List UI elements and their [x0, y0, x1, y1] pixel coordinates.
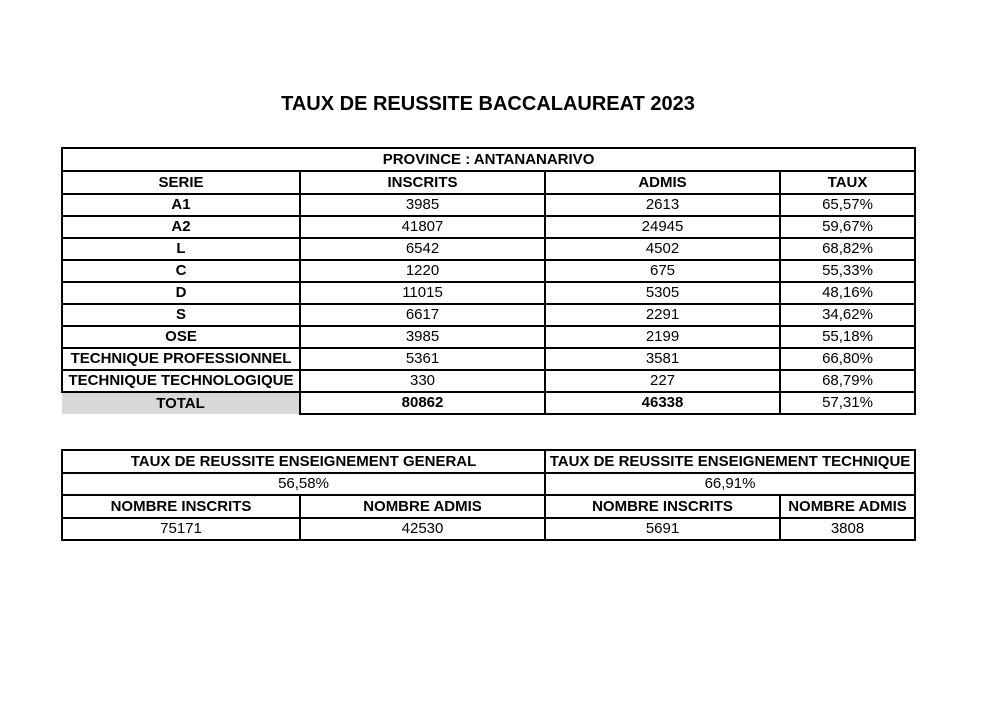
technique-admis-label: NOMBRE ADMIS [780, 495, 915, 518]
serie-cell: D [62, 282, 300, 304]
serie-cell: TECHNIQUE PROFESSIONNEL [62, 348, 300, 370]
serie-cell: L [62, 238, 300, 260]
total-admis: 46338 [545, 392, 780, 414]
table-row [62, 348, 915, 370]
general-admis-label: NOMBRE ADMIS [300, 495, 545, 518]
admis-cell: 2199 [545, 326, 780, 348]
table-row [62, 260, 915, 282]
table-row [62, 238, 915, 260]
inscrits-cell: 6542 [300, 238, 545, 260]
taux-cell: 65,57% [780, 194, 915, 216]
inscrits-cell: 3985 [300, 326, 545, 348]
column-headers [62, 171, 915, 194]
inscrits-cell: 5361 [300, 348, 545, 370]
taux-cell: 34,62% [780, 304, 915, 326]
serie-cell: TECHNIQUE TECHNOLOGIQUE [62, 370, 300, 392]
admis-cell: 24945 [545, 216, 780, 238]
document-title: TAUX DE REUSSITE BACCALAUREAT 2023 [281, 93, 695, 115]
taux-cell: 55,33% [780, 260, 915, 282]
general-inscrits-label: NOMBRE INSCRITS [62, 495, 300, 518]
admis-cell: 2291 [545, 304, 780, 326]
serie-cell: OSE [62, 326, 300, 348]
serie-cell: A2 [62, 216, 300, 238]
general-inscrits-value: 75171 [62, 518, 300, 540]
admis-cell: 227 [545, 370, 780, 392]
results-by-serie-table [61, 147, 916, 415]
inscrits-cell: 41807 [300, 216, 545, 238]
technique-inscrits-value: 5691 [545, 518, 780, 540]
header-admis: ADMIS [545, 171, 780, 194]
table-row [62, 282, 915, 304]
technique-rate-title: TAUX DE REUSSITE ENSEIGNEMENT TECHNIQUE [545, 450, 915, 473]
taux-cell: 66,80% [780, 348, 915, 370]
admis-cell: 4502 [545, 238, 780, 260]
table-row [62, 326, 915, 348]
inscrits-cell: 330 [300, 370, 545, 392]
total-taux: 57,31% [780, 392, 915, 414]
taux-cell: 68,82% [780, 238, 915, 260]
table-row [62, 304, 915, 326]
inscrits-cell: 3985 [300, 194, 545, 216]
admis-cell: 2613 [545, 194, 780, 216]
taux-cell: 48,16% [780, 282, 915, 304]
admis-cell: 675 [545, 260, 780, 282]
total-row [62, 392, 915, 414]
serie-cell: A1 [62, 194, 300, 216]
province-header: PROVINCE : ANTANANARIVO [62, 148, 915, 171]
inscrits-cell: 1220 [300, 260, 545, 282]
taux-cell: 55,18% [780, 326, 915, 348]
inscrits-cell: 6617 [300, 304, 545, 326]
total-label: TOTAL [62, 392, 300, 414]
general-rate-title: TAUX DE REUSSITE ENSEIGNEMENT GENERAL [62, 450, 545, 473]
general-rate-value: 56,58% [62, 473, 545, 495]
admis-cell: 3581 [545, 348, 780, 370]
header-taux: TAUX [780, 171, 915, 194]
technique-inscrits-label: NOMBRE INSCRITS [545, 495, 780, 518]
taux-cell: 59,67% [780, 216, 915, 238]
table-row [62, 370, 915, 392]
technique-admis-value: 3808 [780, 518, 915, 540]
table-row [62, 194, 915, 216]
taux-cell: 68,79% [780, 370, 915, 392]
general-admis-value: 42530 [300, 518, 545, 540]
total-inscrits: 80862 [300, 392, 545, 414]
serie-cell: C [62, 260, 300, 282]
serie-cell: S [62, 304, 300, 326]
table-row [62, 216, 915, 238]
header-serie: SERIE [62, 171, 300, 194]
enseignement-summary-table [61, 449, 916, 541]
technique-rate-value: 66,91% [545, 473, 915, 495]
admis-cell: 5305 [545, 282, 780, 304]
inscrits-cell: 11015 [300, 282, 545, 304]
header-inscrits: INSCRITS [300, 171, 545, 194]
